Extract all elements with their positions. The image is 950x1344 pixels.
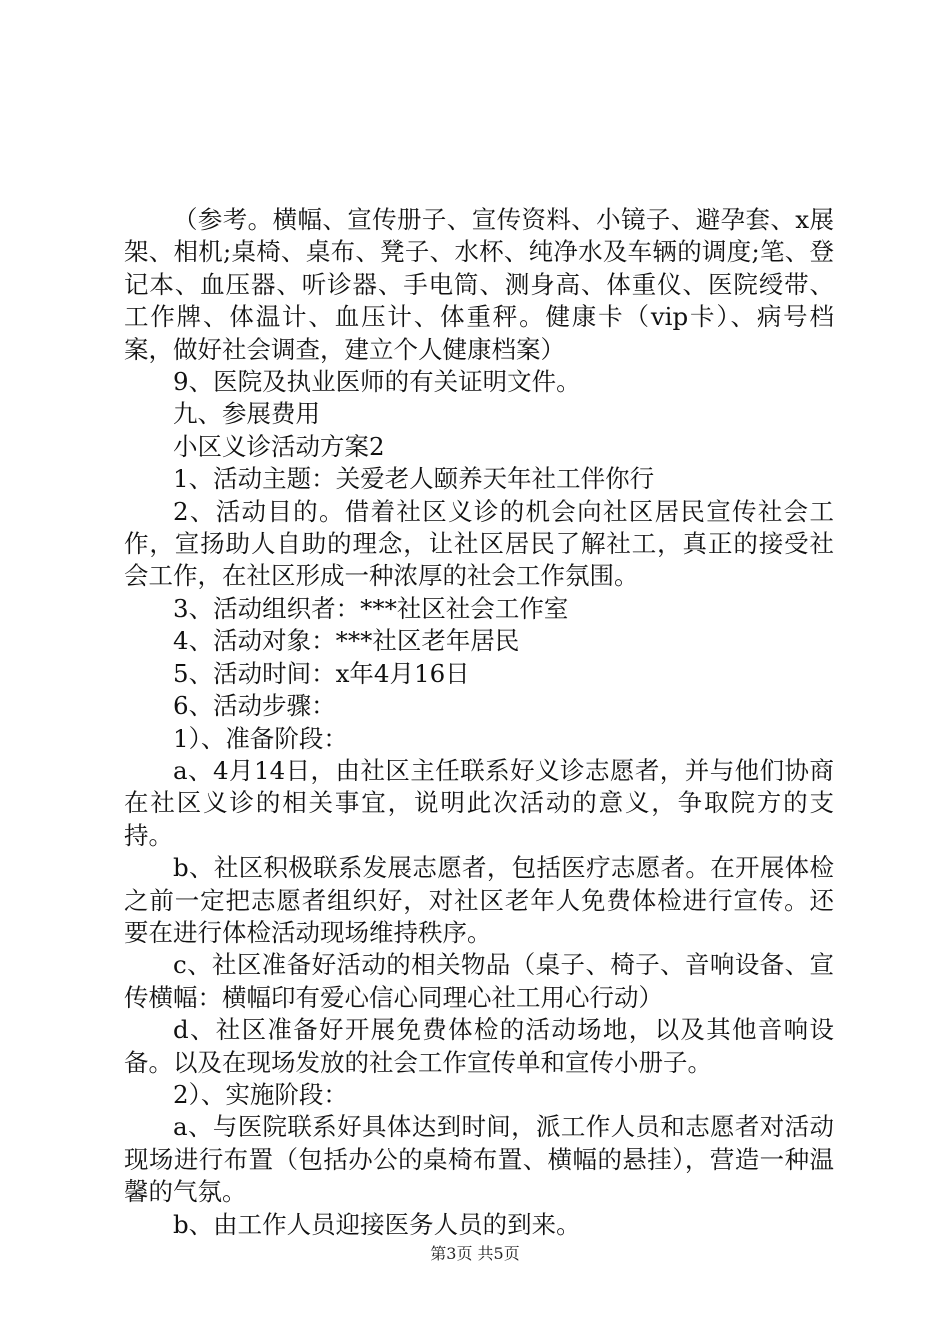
page-footer: 第3页 共5页	[430, 1244, 520, 1263]
paragraph-preparation-d: d、社区准备好开展免费体检的活动场地，以及其他音响设备。以及在现场发放的社会工作宣传单和宣传小册子。	[124, 1015, 834, 1077]
paragraph-preparation-stage: 1）、准备阶段：	[173, 723, 348, 753]
paragraph-preparation-c: c、社区准备好活动的相关物品（桌子、椅子、音响设备、宣传横幅：横幅印有爱心信心同理心社工用心行动）	[124, 950, 834, 1012]
paragraph-implementation-b: b、由工作人员迎接医务人员的到来。	[173, 1209, 581, 1239]
paragraph-activity-organizer: 3、活动组织者：***社区社会工作室	[173, 593, 569, 623]
paragraph-plan-2-title: 小区义诊活动方案2	[173, 431, 385, 461]
paragraph-item-9: 9、医院及执业医师的有关证明文件。	[173, 367, 581, 397]
paragraph-implementation-stage: 2）、实施阶段：	[173, 1079, 348, 1109]
paragraph-materials: （参考。横幅、宣传册子、宣传资料、小镜子、避孕套、x展架、相机;桌椅、桌布、凳子、水杯、纯净水及车辆的调度;笔、登记本、血压器、听诊器、手电筒、测身高、体重仪、医院绶带、工作牌、体温计、血压计、体重秤。健康卡（vip卡）、病号档案，做好社会调查，建立个人健康档案）	[124, 205, 834, 364]
paragraph-preparation-a: a、4月14日，由社区主任联系好义诊志愿者，并与他们协商在社区义诊的相关事宜，说明此次活动的意义，争取院方的支持。	[124, 755, 834, 850]
paragraph-activity-purpose: 2、活动目的。借着社区义诊的机会向社区居民宣传社会工作，宣扬助人自助的理念，让社区居民了解社工，真正的接受社会工作，在社区形成一种浓厚的社会工作氛围。	[124, 496, 834, 591]
paragraph-section-9: 九、参展费用	[173, 399, 320, 429]
paragraph-preparation-b: b、社区积极联系发展志愿者，包括医疗志愿者。在开展体检之前一定把志愿者组织好，对社区老年人免费体检进行宣传。还要在进行体检活动现场维持秩序。	[124, 853, 834, 947]
paragraph-activity-theme: 1、活动主题：关爱老人颐养天年社工伴你行	[173, 464, 655, 494]
paragraph-activity-time: 5、活动时间：x年4月16日	[173, 658, 470, 688]
paragraph-activity-steps: 6、活动步骤：	[173, 691, 336, 721]
paragraph-implementation-a: a、与医院联系好具体达到时间，派工作人员和志愿者对活动现场进行布置（包括办公的桌椅布置、横幅的悬挂），营造一种温馨的气氛。	[124, 1112, 834, 1207]
document-body	[124, 204, 834, 1241]
paragraph-activity-target: 4、活动对象：***社区老年居民	[173, 626, 520, 656]
